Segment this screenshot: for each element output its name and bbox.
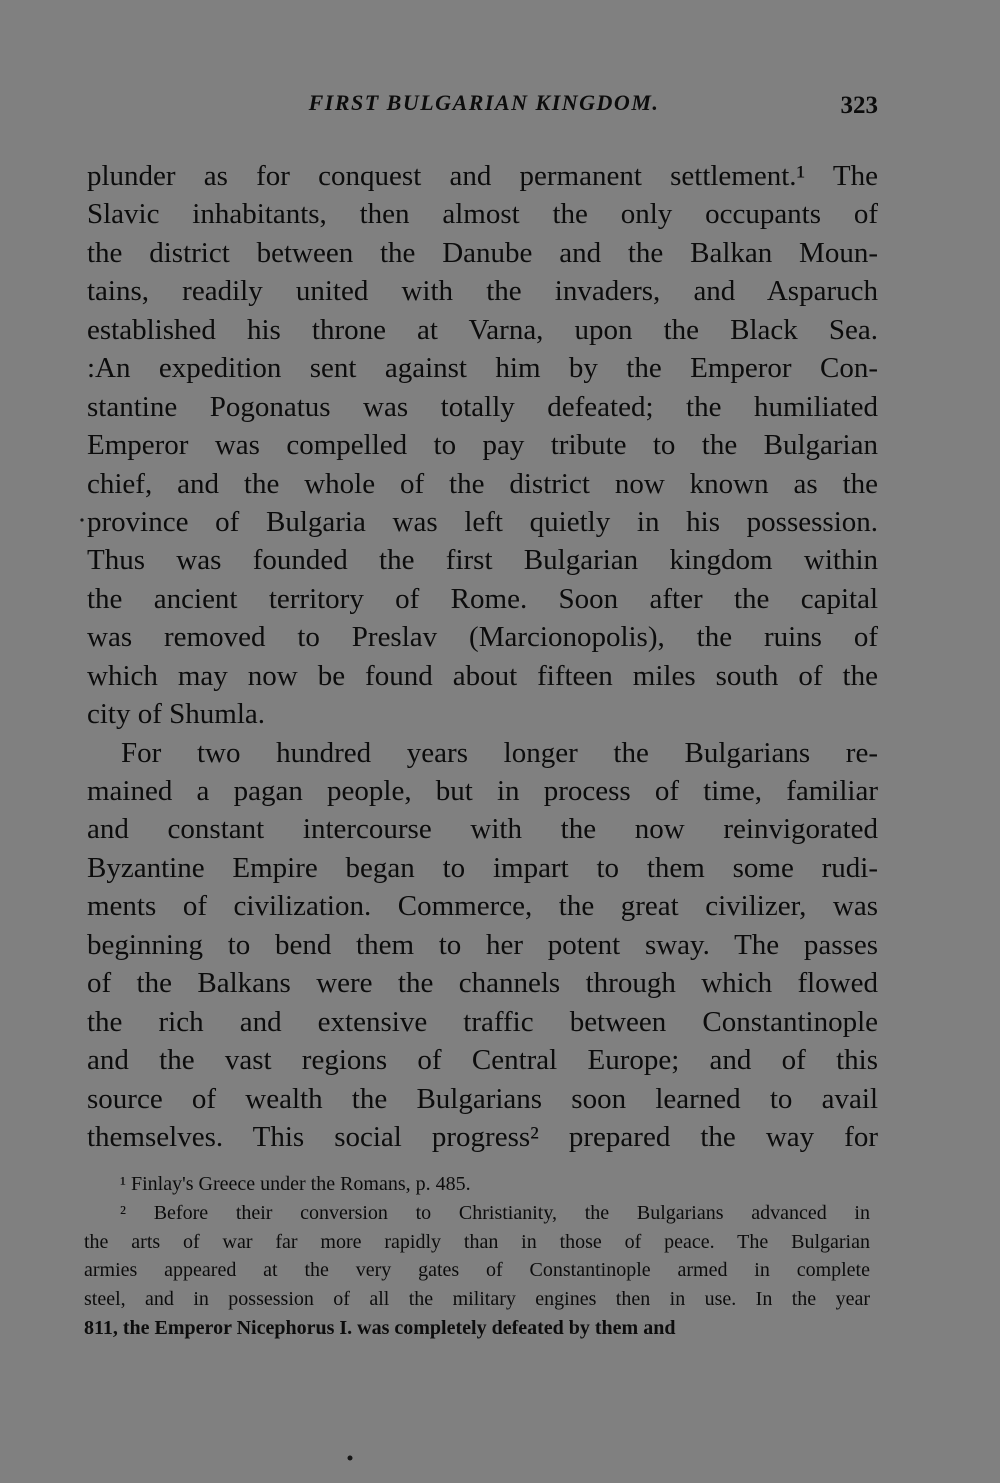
footnote-line: steel, and in possession of all the military engines then in use. In the year [84,1288,870,1311]
body-line: and constant intercourse with the now reinvigorated [87,813,878,846]
body-line: and the vast regions of Central Europe; and of this [87,1044,878,1077]
body-text [87,157,878,1156]
print-speck [80,518,83,521]
footnote-line: 811, the Emperor Nicephorus I. was completely defeated by them and [84,1316,676,1339]
footnote-line: ² Before their conversion to Christianity, the Bulgarians advanced in [120,1201,870,1224]
body-line: the rich and extensive traffic between Constantinople [87,1005,878,1038]
body-line: For two hundred years longer the Bulgarians re- [121,736,878,769]
body-line: chief, and the whole of the district now known as the [87,467,878,500]
running-title: FIRST BULGARIAN KINGDOM. [308,90,660,115]
footnotes [84,1170,870,1343]
body-line: :An expedition sent against him by the Emperor Con- [87,352,878,385]
body-line: Thus was founded the first Bulgarian kingdom within [87,544,878,577]
body-line: the ancient territory of Rome. Soon after the capital [87,582,878,615]
print-speck [348,1456,353,1461]
footnote-line: the arts of war far more rapidly than in those of peace. The Bulgarian [84,1230,870,1253]
body-line: themselves. This social progress² prepared the way for [87,1120,878,1153]
page-number: 323 [840,92,878,119]
body-line: city of Shumla. [87,698,266,731]
body-line: Slavic inhabitants, then almost the only occupants of [87,198,878,231]
footnote-line: ¹ Finlay's Greece under the Romans, p. 485. [120,1173,471,1195]
body-line: the district between the Danube and the Balkan Moun- [87,236,878,269]
body-line: of the Balkans were the channels through which flowed [87,967,878,1000]
footnote-line: armies appeared at the very gates of Constantinople armed in complete [84,1259,870,1282]
body-line: source of wealth the Bulgarians soon learned to avail [87,1082,878,1115]
running-head [86,86,882,120]
body-line: Byzantine Empire began to impart to them some rudi- [87,851,878,884]
body-line: mained a pagan people, but in process of time, familiar [87,775,878,807]
body-line: tains, readily united with the invaders, and Asparuch [87,275,878,308]
body-line: stantine Pogonatus was totally defeated; the humiliated [87,390,878,423]
body-line: beginning to bend them to her potent sway. The passes [87,928,878,961]
body-line: province of Bulgaria was left quietly in his possession. [87,505,878,538]
body-line: Emperor was compelled to pay tribute to the Bulgarian [87,429,878,462]
body-line: which may now be found about fifteen miles south of the [87,659,878,692]
body-line: established his throne at Varna, upon the Black Sea. [87,313,878,346]
body-line: plunder as for conquest and permanent settlement.¹ The [87,160,878,192]
body-line: was removed to Preslav (Marcionopolis), the ruins of [87,621,878,654]
body-line: ments of civilization. Commerce, the great civilizer, was [87,890,878,923]
